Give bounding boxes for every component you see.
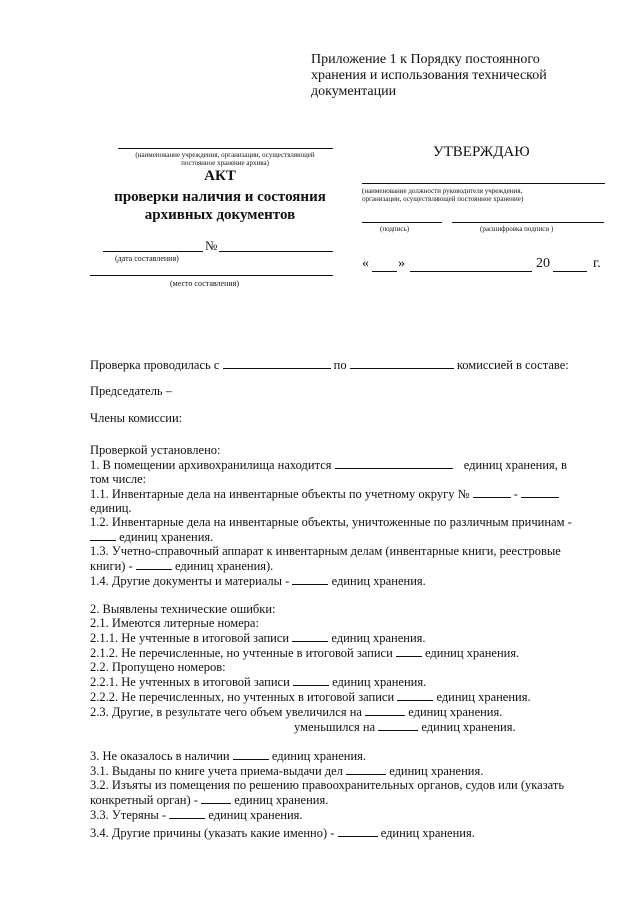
position-caption: (наименование должности руководителя учреждения, организации, осуществляющей постоянное хранение) (362, 187, 524, 203)
approve-year-prefix: 20 (536, 256, 550, 271)
appendix-line-2: хранения и использования технической (311, 68, 547, 83)
number-line (219, 251, 333, 252)
approve-date-day-close: » (398, 256, 405, 271)
item-2-1-2: 2.1.2. Не перечисленные, но учтенные в итоговой записи единиц хранения. (90, 646, 520, 660)
check-period-line: Проверка проводилась с по комиссией в составе: (90, 358, 569, 372)
number-sign: № (205, 238, 218, 253)
org-caption: (наименование учреждения, организации, осуществляющей постоянное хранение архива) (135, 151, 315, 167)
findings-section: Проверкой установлено: 1. В помещении архивохранилища находится единиц хранения, в том числе: 1.1. Инвентарные дела на инвентарные объекты по учетному округу № - единиц. 1.2. Инвентарные дела на инвентарные объекты, уничтоженные по различным причинам - единиц хранения. 1.3. Учетно-справочный аппарат к инвентарным делам (инвентарные книги, реестровые книги) - единиц хранения). 1.4. Другие документы и материалы - единиц хранения. 2. Выявлены технические ошибки: 2.1. Имеются литерные номера: 2.1.1. Не учтенные в итоговой записи единиц хранения. 2.1.2. Не перечисленные, но учтенные в итоговой записи единиц хранения. 2.2. Пропущено номеров: 2.2.1. Не учтенных в итоговой записи единиц хранения. 2.2.2. Не перечисленных, но учтенных в итоговой записи единиц хранения. 2.3. Другие, в результате чего объем увеличился на единиц хранения. уменьшился на единиц хранения. 3. Не оказалось в наличии единиц хранения. 3.1. Выданы по книге учета приема-выдачи дел единиц хранения. 3.2. Изъяты из помещения по решению правоохранительных органов, судов или (указать конкретный орган) - единиц хранения. 3.3. Утеряны - единиц хранения. 3.4. Другие причины (указать какие именно) - единиц хранения. (90, 443, 602, 840)
position-line (362, 183, 605, 184)
appendix-line-1: Приложение 1 к Порядку постоянного (311, 52, 540, 67)
item-2-1-1: 2.1.1. Не учтенные в итоговой записи единиц хранения. (90, 631, 426, 645)
approve-year-line (553, 271, 587, 272)
act-title: АКТ (204, 168, 236, 184)
approve-day-line (372, 271, 397, 272)
item-3-3: 3.3. Утеряны - единиц хранения. (90, 808, 303, 822)
approve-month-line (410, 271, 532, 272)
item-1-3: 1.3. Учетно-справочный аппарат к инвентарным делам (инвентарные книги, реестровые (90, 544, 561, 558)
place-caption: (место составления) (170, 279, 239, 288)
signature-line (362, 222, 442, 223)
date-caption: (дата составления) (115, 254, 179, 263)
item-1-4: 1.4. Другие документы и материалы - единиц хранения. (90, 574, 426, 588)
item-3: 3. Не оказалось в наличии единиц хранения. (90, 749, 367, 763)
item-1-2: 1.2. Инвентарные дела на инвентарные объекты, уничтоженные по различным причинам - (90, 515, 572, 529)
decode-line (452, 222, 604, 223)
members-label: Члены комиссии: (90, 411, 183, 425)
signature-caption: (подпись) (380, 225, 410, 233)
item-1: 1. В помещении архивохранилища находится единиц хранения, в (90, 458, 567, 472)
item-3-2: 3.2. Изъяты из помещения по решению правоохранительных органов, судов или (указать (90, 778, 565, 792)
check-to-blank (350, 357, 454, 369)
item-3-1: 3.1. Выданы по книге учета приема-выдачи дел единиц хранения. (90, 764, 484, 778)
item-2-2-2: 2.2.2. Не перечисленных, но учтенных в итоговой записи единиц хранения. (90, 690, 531, 704)
approve-title: УТВЕРЖДАЮ (433, 144, 530, 160)
org-name-line (118, 148, 333, 149)
check-from-blank (223, 357, 331, 369)
decode-caption: (расшифровка подписи ) (480, 225, 554, 233)
item-2-1: 2.1. Имеются литерные номера: (90, 616, 259, 630)
item-3-4: 3.4. Другие причины (указать какие именно) - единиц хранения. (90, 826, 475, 840)
item-2-2: 2.2. Пропущено номеров: (90, 660, 226, 674)
item-1-1: 1.1. Инвентарные дела на инвентарные объекты по учетному округу № - (90, 486, 602, 501)
approve-year-suffix: г. (593, 256, 601, 271)
item-2-2-1: 2.2.1. Не учтенных в итоговой записи единиц хранения. (90, 675, 427, 689)
appendix-line-3: документации (311, 84, 397, 99)
date-line (103, 251, 203, 252)
item-2-3: 2.3. Другие, в результате чего объем увеличился на единиц хранения. (90, 705, 503, 719)
place-line (90, 275, 333, 276)
appendix-note (311, 52, 611, 100)
established-heading: Проверкой установлено: (90, 443, 221, 457)
act-subtitle: проверки наличия и состояния архивных документов (114, 189, 326, 223)
approve-date-day-open: « (362, 256, 369, 271)
chairman-label: Председатель – (90, 384, 173, 398)
item-2: 2. Выявлены технические ошибки: (90, 602, 276, 616)
